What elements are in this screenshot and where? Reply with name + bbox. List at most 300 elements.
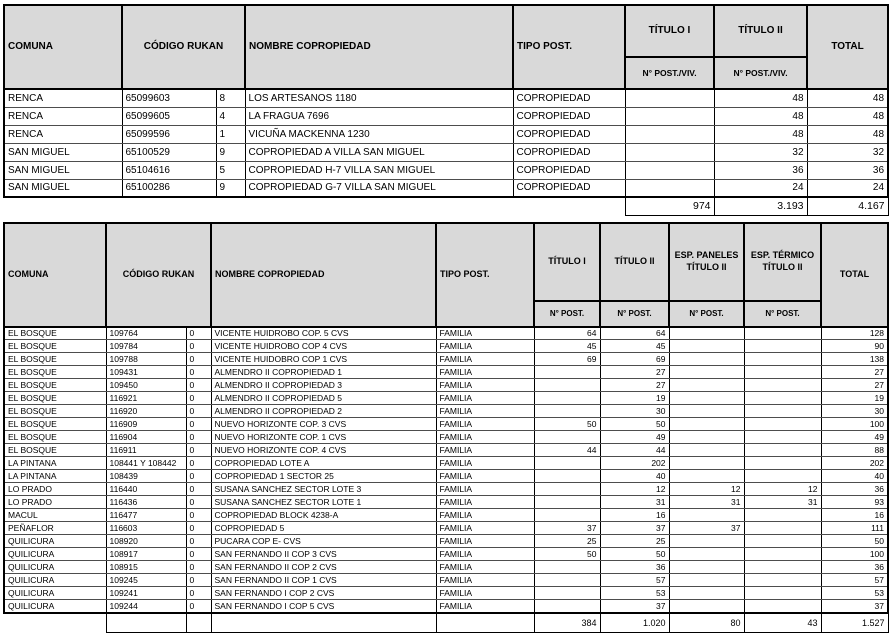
t2-cell [534, 600, 600, 613]
t2-cell: COPROPIEDAD 5 [211, 522, 436, 535]
t2-body [4, 327, 888, 613]
t2-cell: 45 [600, 340, 669, 353]
t2-cell [669, 379, 744, 392]
t2-cell: FAMILIA [436, 366, 534, 379]
t1-cell: 65100286 [122, 179, 216, 197]
t2-cell: 202 [821, 457, 888, 470]
t2-cell: 0 [186, 457, 211, 470]
t1-cell: 9 [216, 143, 245, 161]
t2-cell: 202 [600, 457, 669, 470]
t2-cell: 0 [186, 483, 211, 496]
t1-cell: 48 [714, 107, 807, 125]
t2-cell [744, 587, 821, 600]
t2-cell [669, 444, 744, 457]
t2-cell: 108920 [106, 535, 186, 548]
t1-cell: COPROPIEDAD [513, 107, 625, 125]
t2-header-esp-termico: ESP. TÉRMICO TÍTULO II [744, 223, 821, 301]
t2-cell [669, 340, 744, 353]
t2-cell: FAMILIA [436, 548, 534, 561]
t1-cell: SAN MIGUEL [4, 179, 122, 197]
t2-header-codigo-rukan: CÓDIGO RUKAN [106, 223, 211, 327]
t1-cell: 5 [216, 161, 245, 179]
t2-cell [744, 379, 821, 392]
t1-cell: 48 [714, 125, 807, 143]
t2-row [4, 548, 888, 561]
t2-cell [669, 574, 744, 587]
t2-cell: 138 [821, 353, 888, 366]
t2-row [4, 392, 888, 405]
t2-cell: QUILICURA [4, 535, 106, 548]
t1-cell: 32 [714, 143, 807, 161]
t2-cell: FAMILIA [436, 405, 534, 418]
t2-header-titulo-2: TÍTULO II [600, 223, 669, 301]
t1-total-general: 4.167 [807, 197, 888, 215]
t2-cell: 93 [821, 496, 888, 509]
t2-row [4, 366, 888, 379]
t2-cell: 0 [186, 522, 211, 535]
t2-row [4, 353, 888, 366]
t2-cell: QUILICURA [4, 548, 106, 561]
t2-cell: 116477 [106, 509, 186, 522]
t2-cell: 44 [534, 444, 600, 457]
t2-cell: LA PINTANA [4, 457, 106, 470]
t1-cell: COPROPIEDAD [513, 143, 625, 161]
t2-cell: LA PINTANA [4, 470, 106, 483]
t2-totals-empty-codigo [106, 613, 186, 633]
t1-cell [625, 89, 714, 107]
t1-totals-spacer [4, 197, 625, 215]
t2-cell [744, 470, 821, 483]
t2-cell: 27 [600, 379, 669, 392]
t2-row [4, 327, 888, 340]
t2-total-esp-paneles: 80 [669, 613, 744, 633]
t2-cell [744, 405, 821, 418]
t2-cell [669, 366, 744, 379]
t2-cell: FAMILIA [436, 600, 534, 613]
t2-cell [744, 574, 821, 587]
t1-cell: 65099603 [122, 89, 216, 107]
t2-totals-row [4, 613, 888, 633]
t2-cell [744, 600, 821, 613]
t2-cell: 50 [534, 548, 600, 561]
t1-header-codigo-rukan: CÓDIGO RUKAN [122, 5, 245, 89]
t2-cell [534, 470, 600, 483]
t1-cell: 65104616 [122, 161, 216, 179]
t2-cell: SUSANA SANCHEZ SECTOR LOTE 1 [211, 496, 436, 509]
t2-row [4, 405, 888, 418]
t2-cell: FAMILIA [436, 444, 534, 457]
t2-cell: 49 [821, 431, 888, 444]
t2-row [4, 587, 888, 600]
t2-cell: 0 [186, 509, 211, 522]
t1-cell: 48 [807, 125, 888, 143]
t2-cell [669, 405, 744, 418]
t2-cell: SAN FERNANDO II COP 3 CVS [211, 548, 436, 561]
t1-header-titulo-1: TÍTULO I [625, 5, 714, 57]
t2-cell: 53 [821, 587, 888, 600]
t2-cell: 50 [600, 418, 669, 431]
t1-header [4, 5, 888, 89]
t2-cell: ALMENDRO II COPROPIEDAD 2 [211, 405, 436, 418]
t1-cell: 8 [216, 89, 245, 107]
t2-cell: FAMILIA [436, 457, 534, 470]
t2-header-comuna: COMUNA [4, 223, 106, 327]
t2-cell: 0 [186, 392, 211, 405]
t1-total-titulo-1: 974 [625, 197, 714, 215]
t2-cell: 31 [744, 496, 821, 509]
t2-cell [534, 587, 600, 600]
t2-cell: QUILICURA [4, 561, 106, 574]
t2-row [4, 522, 888, 535]
t2-cell: 30 [821, 405, 888, 418]
t2-cell: 108441 Y 108442 [106, 457, 186, 470]
t2-cell: ALMENDRO II COPROPIEDAD 3 [211, 379, 436, 392]
t2-cell: 109784 [106, 340, 186, 353]
t2-cell [534, 574, 600, 587]
t2-cell: FAMILIA [436, 496, 534, 509]
t2-cell [744, 418, 821, 431]
t2-cell [669, 457, 744, 470]
t1-cell: 65100529 [122, 143, 216, 161]
t2-cell: 0 [186, 444, 211, 457]
t1-footer [4, 197, 888, 215]
t2-cell: 111 [821, 522, 888, 535]
t2-cell: 44 [600, 444, 669, 457]
t2-cell: 12 [744, 483, 821, 496]
t2-cell: 12 [669, 483, 744, 496]
t1-cell: 48 [714, 89, 807, 107]
t1-subheader-npost-viv-2: N° POST./VIV. [714, 57, 807, 89]
table-postulaciones-viv [3, 4, 889, 216]
t2-cell: 0 [186, 561, 211, 574]
t2-cell: 19 [821, 392, 888, 405]
t2-cell [534, 379, 600, 392]
t2-cell: 31 [600, 496, 669, 509]
t1-cell: 24 [714, 179, 807, 197]
t2-cell: 64 [600, 327, 669, 340]
t2-row [4, 457, 888, 470]
t1-cell [625, 179, 714, 197]
t1-cell: RENCA [4, 125, 122, 143]
t2-cell: EL BOSQUE [4, 366, 106, 379]
t2-header-nombre-copropiedad: NOMBRE COPROPIEDAD [211, 223, 436, 327]
t1-cell [625, 161, 714, 179]
t2-cell: 53 [600, 587, 669, 600]
t2-totals-empty-tipo [436, 613, 534, 633]
t2-cell: 0 [186, 418, 211, 431]
t1-cell: COPROPIEDAD [513, 125, 625, 143]
t2-cell: FAMILIA [436, 535, 534, 548]
t2-cell: 128 [821, 327, 888, 340]
t2-cell [744, 444, 821, 457]
t2-cell: EL BOSQUE [4, 340, 106, 353]
t1-cell: COPROPIEDAD G-7 VILLA SAN MIGUEL [245, 179, 513, 197]
t2-subheader-npost-2: N° POST. [600, 301, 669, 327]
t2-cell: 49 [600, 431, 669, 444]
t2-cell [534, 392, 600, 405]
t2-cell: COPROPIEDAD 1 SECTOR 25 [211, 470, 436, 483]
t2-cell: 109450 [106, 379, 186, 392]
t1-cell [625, 143, 714, 161]
t2-cell: 36 [600, 561, 669, 574]
t2-cell: 109788 [106, 353, 186, 366]
t1-cell: 36 [807, 161, 888, 179]
t2-cell: EL BOSQUE [4, 392, 106, 405]
t2-cell: 0 [186, 496, 211, 509]
t1-header-titulo-2: TÍTULO II [714, 5, 807, 57]
t2-cell [744, 340, 821, 353]
t1-cell: 65099596 [122, 125, 216, 143]
t2-cell [669, 431, 744, 444]
t2-cell [669, 353, 744, 366]
t2-cell: NUEVO HORIZONTE COP. 1 CVS [211, 431, 436, 444]
t2-cell: 109245 [106, 574, 186, 587]
t2-cell: VICENTE HUIDOBRO COP 1 CVS [211, 353, 436, 366]
t2-cell: 36 [821, 483, 888, 496]
t2-cell: 0 [186, 574, 211, 587]
t2-cell: 31 [669, 496, 744, 509]
t2-cell: 37 [534, 522, 600, 535]
t2-cell: 57 [821, 574, 888, 587]
t2-cell: 88 [821, 444, 888, 457]
t1-cell: 48 [807, 107, 888, 125]
t1-cell: COPROPIEDAD A VILLA SAN MIGUEL [245, 143, 513, 161]
t2-cell [669, 600, 744, 613]
t2-cell: FAMILIA [436, 327, 534, 340]
t2-cell: FAMILIA [436, 509, 534, 522]
t1-body [4, 89, 888, 197]
t1-cell: 36 [714, 161, 807, 179]
t2-row [4, 496, 888, 509]
t2-cell: 25 [600, 535, 669, 548]
t2-cell [534, 405, 600, 418]
t2-cell: 37 [669, 522, 744, 535]
t2-row [4, 418, 888, 431]
t1-cell: COPROPIEDAD [513, 161, 625, 179]
t1-header-comuna: COMUNA [4, 5, 122, 89]
t2-cell: 100 [821, 418, 888, 431]
t2-cell: VICENTE HUIDROBO COP. 5 CVS [211, 327, 436, 340]
t2-cell: 116921 [106, 392, 186, 405]
t2-totals-empty-nombre [211, 613, 436, 633]
t1-cell: 4 [216, 107, 245, 125]
t2-cell: COPROPIEDAD LOTE A [211, 457, 436, 470]
t2-cell: EL BOSQUE [4, 431, 106, 444]
t2-cell: 50 [600, 548, 669, 561]
t2-cell: 19 [600, 392, 669, 405]
t2-cell: 27 [821, 366, 888, 379]
t2-cell: SAN FERNANDO I COP 2 CVS [211, 587, 436, 600]
t1-cell: 24 [807, 179, 888, 197]
t2-cell [534, 561, 600, 574]
t1-total-titulo-2: 3.193 [714, 197, 807, 215]
t2-cell: 0 [186, 366, 211, 379]
t1-cell: VICUÑA MACKENNA 1230 [245, 125, 513, 143]
t2-cell: 0 [186, 535, 211, 548]
t2-cell: 109244 [106, 600, 186, 613]
t2-cell [669, 418, 744, 431]
t2-row [4, 379, 888, 392]
t2-cell: FAMILIA [436, 392, 534, 405]
t2-cell: 0 [186, 340, 211, 353]
t2-footer [4, 613, 888, 633]
t2-cell: 0 [186, 405, 211, 418]
t2-cell: FAMILIA [436, 418, 534, 431]
t2-cell: QUILICURA [4, 600, 106, 613]
t2-header-titulo-1: TÍTULO I [534, 223, 600, 301]
t2-cell: 116436 [106, 496, 186, 509]
t1-row [4, 161, 888, 179]
t2-cell: SAN FERNANDO I COP 5 CVS [211, 600, 436, 613]
t2-cell: 37 [821, 600, 888, 613]
t2-cell: FAMILIA [436, 431, 534, 444]
t2-cell: 50 [534, 418, 600, 431]
t2-cell [669, 587, 744, 600]
t2-row [4, 561, 888, 574]
t2-cell: 40 [821, 470, 888, 483]
t2-cell: 30 [600, 405, 669, 418]
t2-cell: ALMENDRO II COPROPIEDAD 1 [211, 366, 436, 379]
t2-cell: 25 [534, 535, 600, 548]
t1-cell: 48 [807, 89, 888, 107]
t2-cell [669, 561, 744, 574]
t2-subheader-npost-4: N° POST. [744, 301, 821, 327]
t2-cell: FAMILIA [436, 353, 534, 366]
t1-cell: SAN MIGUEL [4, 161, 122, 179]
t2-cell: EL BOSQUE [4, 353, 106, 366]
t2-cell [744, 522, 821, 535]
t2-row [4, 509, 888, 522]
t2-cell: 40 [600, 470, 669, 483]
t2-cell [744, 366, 821, 379]
t2-cell: FAMILIA [436, 379, 534, 392]
t2-cell: 90 [821, 340, 888, 353]
t1-row [4, 125, 888, 143]
t2-cell: FAMILIA [436, 574, 534, 587]
t2-totals-spacer [4, 613, 106, 633]
t2-cell: SAN FERNANDO II COP 1 CVS [211, 574, 436, 587]
t2-cell [744, 392, 821, 405]
t2-cell: 0 [186, 600, 211, 613]
t2-cell: PUCARA COP E- CVS [211, 535, 436, 548]
t1-cell [625, 107, 714, 125]
t2-total-esp-termico: 43 [744, 613, 821, 633]
t2-cell: 116440 [106, 483, 186, 496]
t2-cell [744, 327, 821, 340]
t2-cell: 69 [534, 353, 600, 366]
t2-cell: FAMILIA [436, 340, 534, 353]
t2-header-total: TOTAL [821, 223, 888, 327]
t2-total-titulo-2: 1.020 [600, 613, 669, 633]
t1-cell: 1 [216, 125, 245, 143]
t1-cell: COPROPIEDAD [513, 179, 625, 197]
t2-cell: 37 [600, 522, 669, 535]
t2-cell: FAMILIA [436, 483, 534, 496]
t2-cell [534, 366, 600, 379]
t2-cell: LO PRADO [4, 483, 106, 496]
t1-cell: SAN MIGUEL [4, 143, 122, 161]
t2-cell: 108915 [106, 561, 186, 574]
t2-cell: 0 [186, 470, 211, 483]
t2-cell: 36 [821, 561, 888, 574]
t2-row [4, 483, 888, 496]
t2-cell [534, 496, 600, 509]
t1-subheader-npost-viv-1: N° POST./VIV. [625, 57, 714, 89]
t2-cell: 109764 [106, 327, 186, 340]
t2-cell: 109431 [106, 366, 186, 379]
t2-cell [669, 470, 744, 483]
t2-cell: 108917 [106, 548, 186, 561]
t2-cell [669, 535, 744, 548]
t2-cell: 0 [186, 327, 211, 340]
t1-cell: LOS ARTESANOS 1180 [245, 89, 513, 107]
t2-cell [534, 457, 600, 470]
t2-row [4, 340, 888, 353]
t2-cell: 16 [821, 509, 888, 522]
t2-cell [744, 457, 821, 470]
t2-cell: VICENTE HUIDROBO COP 4 CVS [211, 340, 436, 353]
t2-cell: 57 [600, 574, 669, 587]
t2-cell: FAMILIA [436, 561, 534, 574]
t2-cell [669, 327, 744, 340]
t2-cell: QUILICURA [4, 574, 106, 587]
t2-row [4, 600, 888, 613]
t2-cell: 50 [821, 535, 888, 548]
t2-cell: 0 [186, 379, 211, 392]
t2-header [4, 223, 888, 327]
t1-cell: 9 [216, 179, 245, 197]
t2-cell: FAMILIA [436, 522, 534, 535]
t2-cell [744, 509, 821, 522]
t2-subheader-npost-1: N° POST. [534, 301, 600, 327]
t1-cell: 32 [807, 143, 888, 161]
t2-cell: 116920 [106, 405, 186, 418]
t2-cell: 109241 [106, 587, 186, 600]
t2-cell: 0 [186, 353, 211, 366]
t1-cell [625, 125, 714, 143]
t2-cell [744, 431, 821, 444]
t2-cell: SAN FERNANDO II COP 2 CVS [211, 561, 436, 574]
t2-cell: EL BOSQUE [4, 405, 106, 418]
t2-row [4, 574, 888, 587]
table-postulaciones-familia [3, 222, 889, 634]
t2-cell: EL BOSQUE [4, 379, 106, 392]
t2-cell: 12 [600, 483, 669, 496]
t2-subheader-npost-3: N° POST. [669, 301, 744, 327]
t2-cell [669, 392, 744, 405]
t1-header-nombre-copropiedad: NOMBRE COPROPIEDAD [245, 5, 513, 89]
t2-cell: 116909 [106, 418, 186, 431]
t2-cell [744, 535, 821, 548]
t2-row [4, 431, 888, 444]
t2-cell [744, 561, 821, 574]
t2-cell: SUSANA SANCHEZ SECTOR LOTE 3 [211, 483, 436, 496]
t2-cell: 116911 [106, 444, 186, 457]
t2-cell: 0 [186, 431, 211, 444]
t1-cell: 65099605 [122, 107, 216, 125]
t2-cell: 16 [600, 509, 669, 522]
t2-total-titulo-1: 384 [534, 613, 600, 633]
t1-cell: COPROPIEDAD [513, 89, 625, 107]
t1-row [4, 143, 888, 161]
t2-cell: 45 [534, 340, 600, 353]
t2-cell: ALMENDRO II COPROPIEDAD 5 [211, 392, 436, 405]
t2-cell: 69 [600, 353, 669, 366]
t2-cell [534, 431, 600, 444]
t2-cell: 27 [600, 366, 669, 379]
t2-cell: 64 [534, 327, 600, 340]
t1-row [4, 179, 888, 197]
